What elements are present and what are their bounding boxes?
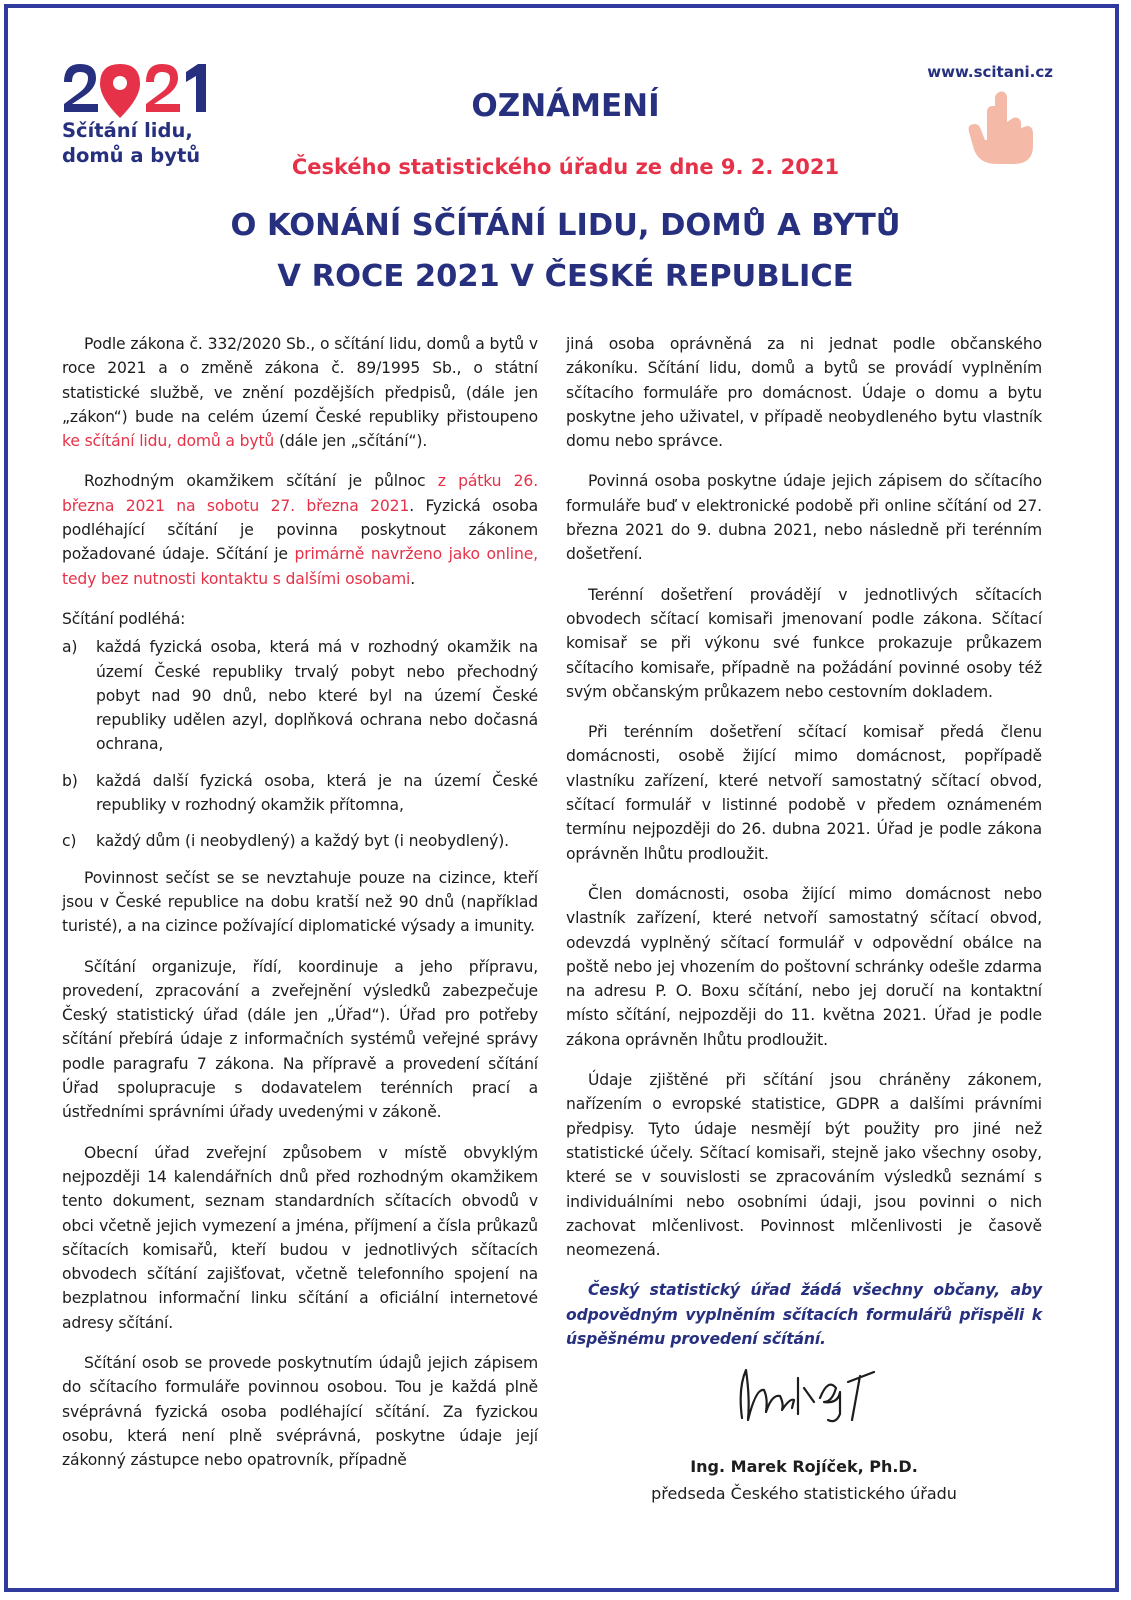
list-text: každá další fyzická osoba, která je na území České republiky v rozhodný okamžik přítomna, (96, 771, 538, 815)
paragraph: Údaje zjištěné při sčítání jsou chráněny zákonem, nařízením o evropské statistice, GDPR a dalšími právními předpisy. Tyto údaje nesmějí být použity pro jiné než statistické účely. Sčítací komisaři, stejně jako všechny osoby, které se v souvislosti se zpracováním výsledků seznámí s individuálními nebo osobními údaji, jsou povinni o nich zachovat mlčenlivost. Povinnost mlčenlivosti je časově neomezená. (566, 1071, 1042, 1260)
list-label: a) (62, 638, 78, 657)
paragraph: Terénní došetření provádějí v jednotlivých sčítacích obvodech sčítací komisaři jmenovaní podle zákona. Sčítací komisař se při výkonu své funkce prokazuje průkazem sčítacího komisaře, případně na požádání povinné osoby též svým občanským průkazem nebo cestovním dokladem. (566, 585, 1042, 701)
list-item (62, 769, 538, 818)
paragraph: Povinnost sečíst se se nevztahuje pouze na cizince, kteří jsou v České republice na dobu kratší než 90 dnů (například turisté), a na cizince požívající diplomatické výsady a imunity. (62, 868, 538, 936)
text-span: . Fyzická osoba podléhající sčítání je povinna poskytnout zákonem požadované údaje. Sčítání je (62, 496, 538, 564)
page-title: OZNÁMENÍ (471, 88, 660, 124)
paragraph: Člen domácnosti, osoba žijící mimo domácnost nebo vlastník zařízení, které netvoří samostatný sčítací obvod, odevzdá vyplněný sčítací formulář v odpovědní obálce na poště nebo jej vhozením do poštovní schránky odešle zdarma na adresu P. O. Boxu sčítání, nebo jej doručí na kontaktní místo sčítání, nejpozději do 11. května 2021. Úřad je podle zákona oprávněn lhůtu prodloužit. (566, 884, 1042, 1049)
logo-line-2: domů a bytů (62, 144, 201, 167)
paragraph: Obecní úřad zveřejní způsobem v místě obvyklým nejpozději 14 kalendářních dnů před rozhodným okamžikem tento dokument, seznam standardních sčítacích obvodů v obci včetně jejich vymezení a jména, příjmení a čísla průkazů sčítacích komisařů, kteří budou v jednotlivých sčítacích obvodech sčítání zajišťovat, včetně telefonního spojení na bezplatnou informační linku sčítání a oficiální internetové adresy sčítání. (62, 1143, 538, 1332)
text-span: (dále jen „sčítání“). (274, 432, 428, 451)
paragraph (62, 332, 538, 453)
list-item (62, 635, 538, 756)
closing-appeal (566, 1278, 1042, 1351)
headline (0, 200, 1131, 302)
signer-block (566, 1453, 1042, 1507)
right-column (566, 332, 1042, 1367)
highlight-text: z pátku 26. března 2021 na sobotu 27. března 2021 (62, 472, 539, 515)
paragraph: Povinná osoba poskytne údaje jejich zápisem do sčítacího formuláře buď v elektronické podobě při online sčítání od 27. března 2021 do 9. dubna 2021, nebo následně při terénním došetření. (566, 472, 1042, 564)
paragraph: Sčítání organizuje, řídí, koordinuje a jeho přípravu, provedení, zpracování a zveřejnění výsledků zabezpečuje Český statistický úřad (dále jen „Úřad“). Úřad pro potřeby sčítání přebírá údaje z informačních systémů veřejné správy podle paragrafu 7 zákona. Na přípravě a provedení sčítání Úřad spolupracuje s dodavatelem terénních prací a ústředními správními úřady uvedenými v zákoně. (62, 957, 538, 1122)
website-link[interactable]: www.scitani.cz (927, 63, 1053, 81)
list-intro: Sčítání podléhá: (62, 609, 186, 628)
logo-line-1: Sčítání lidu, (62, 119, 193, 142)
list-text: každý dům (i neobydlený) a každý byt (i neobydlený). (96, 832, 509, 851)
list-text: každá fyzická osoba, která má v rozhodný okamžik na území České republiky trvalý pobyt nebo přechodný pobyt nad 90 dnů, nebo které byl na území České republiky udělen azyl, doplňková ochrana nebo dočasná ochrana, (96, 638, 538, 754)
headline-line-1: O KONÁNÍ SČÍTÁNÍ LIDU, DOMŮ A BYTŮ (230, 208, 901, 243)
paragraph: jiná osoba oprávněná za ni jednat podle občanského zákoníku. Sčítání lidu, domů a bytů se provádí vyplněním sčítacího formuláře pro domácnost. Údaje o domu a bytu poskytne jeho uživatel, v případě neobydleného bytu vlastník domu nebo správce. (566, 335, 1042, 451)
text-span: Podle zákona č. 332/2020 Sb., o sčítání lidu, domů a bytů v roce 2021 a o změně zákona č. 89/1995 Sb., o státní statistické službě, ve znění pozdějších předpisů, (dále jen „zákon“) bude na celém území České republiky přistoupeno (62, 335, 538, 426)
closing-text: Český statistický úřad žádá všechny občany, aby odpovědným vyplněním sčítacích formulářů přispěli k úspěšnému provedení sčítání. (566, 1281, 1042, 1348)
list-label: b) (62, 771, 78, 790)
paragraph: Sčítání osob se provede poskytnutím údajů jejich zápisem do sčítacího formuláře povinnou osobou. Tou je každá plně svéprávná fyzická osoba podléhající sčítání. Za fyzickou osobu, která není plně svéprávná, poskytne údaje její zákonný zástupce nebo opatrovník, případně (62, 1353, 538, 1470)
paragraph: Při terénním došetření sčítací komisař předá členu domácnosti, osobě žijící mimo domácnost, popřípadě vlastníku zařízení, které netvoří samostatný sčítací obvod, sčítací formulář v listinné podobě v předem oznámeném termínu nejpozději do 26. dubna 2021. Úřad je podle zákona oprávněn lhůtu prodloužit. (566, 723, 1042, 863)
handwritten-signature (728, 1358, 888, 1438)
signer-role: předseda Českého statistického úřadu (651, 1484, 957, 1503)
headline-line-2: V ROCE 2021 V ČESKÉ REPUBLICE (277, 259, 854, 294)
list-label: c) (62, 832, 77, 851)
left-column (62, 332, 538, 1488)
page-subtitle: Českého statistického úřadu ze dne 9. 2. 2021 (291, 155, 840, 179)
list-item (62, 829, 538, 853)
subject-list (62, 635, 538, 853)
highlight-text: primárně navrženo jako online, tedy bez nutnosti kontaktu s dalšími osobami (62, 545, 538, 588)
text-span: Rozhodným okamžikem sčítání je půlnoc (84, 472, 438, 491)
paragraph (62, 469, 538, 590)
highlight-text: ke sčítání lidu, domů a bytů (62, 432, 275, 451)
signer-name: Ing. Marek Rojíček, Ph.D. (690, 1457, 918, 1476)
text-span: . (410, 569, 416, 588)
